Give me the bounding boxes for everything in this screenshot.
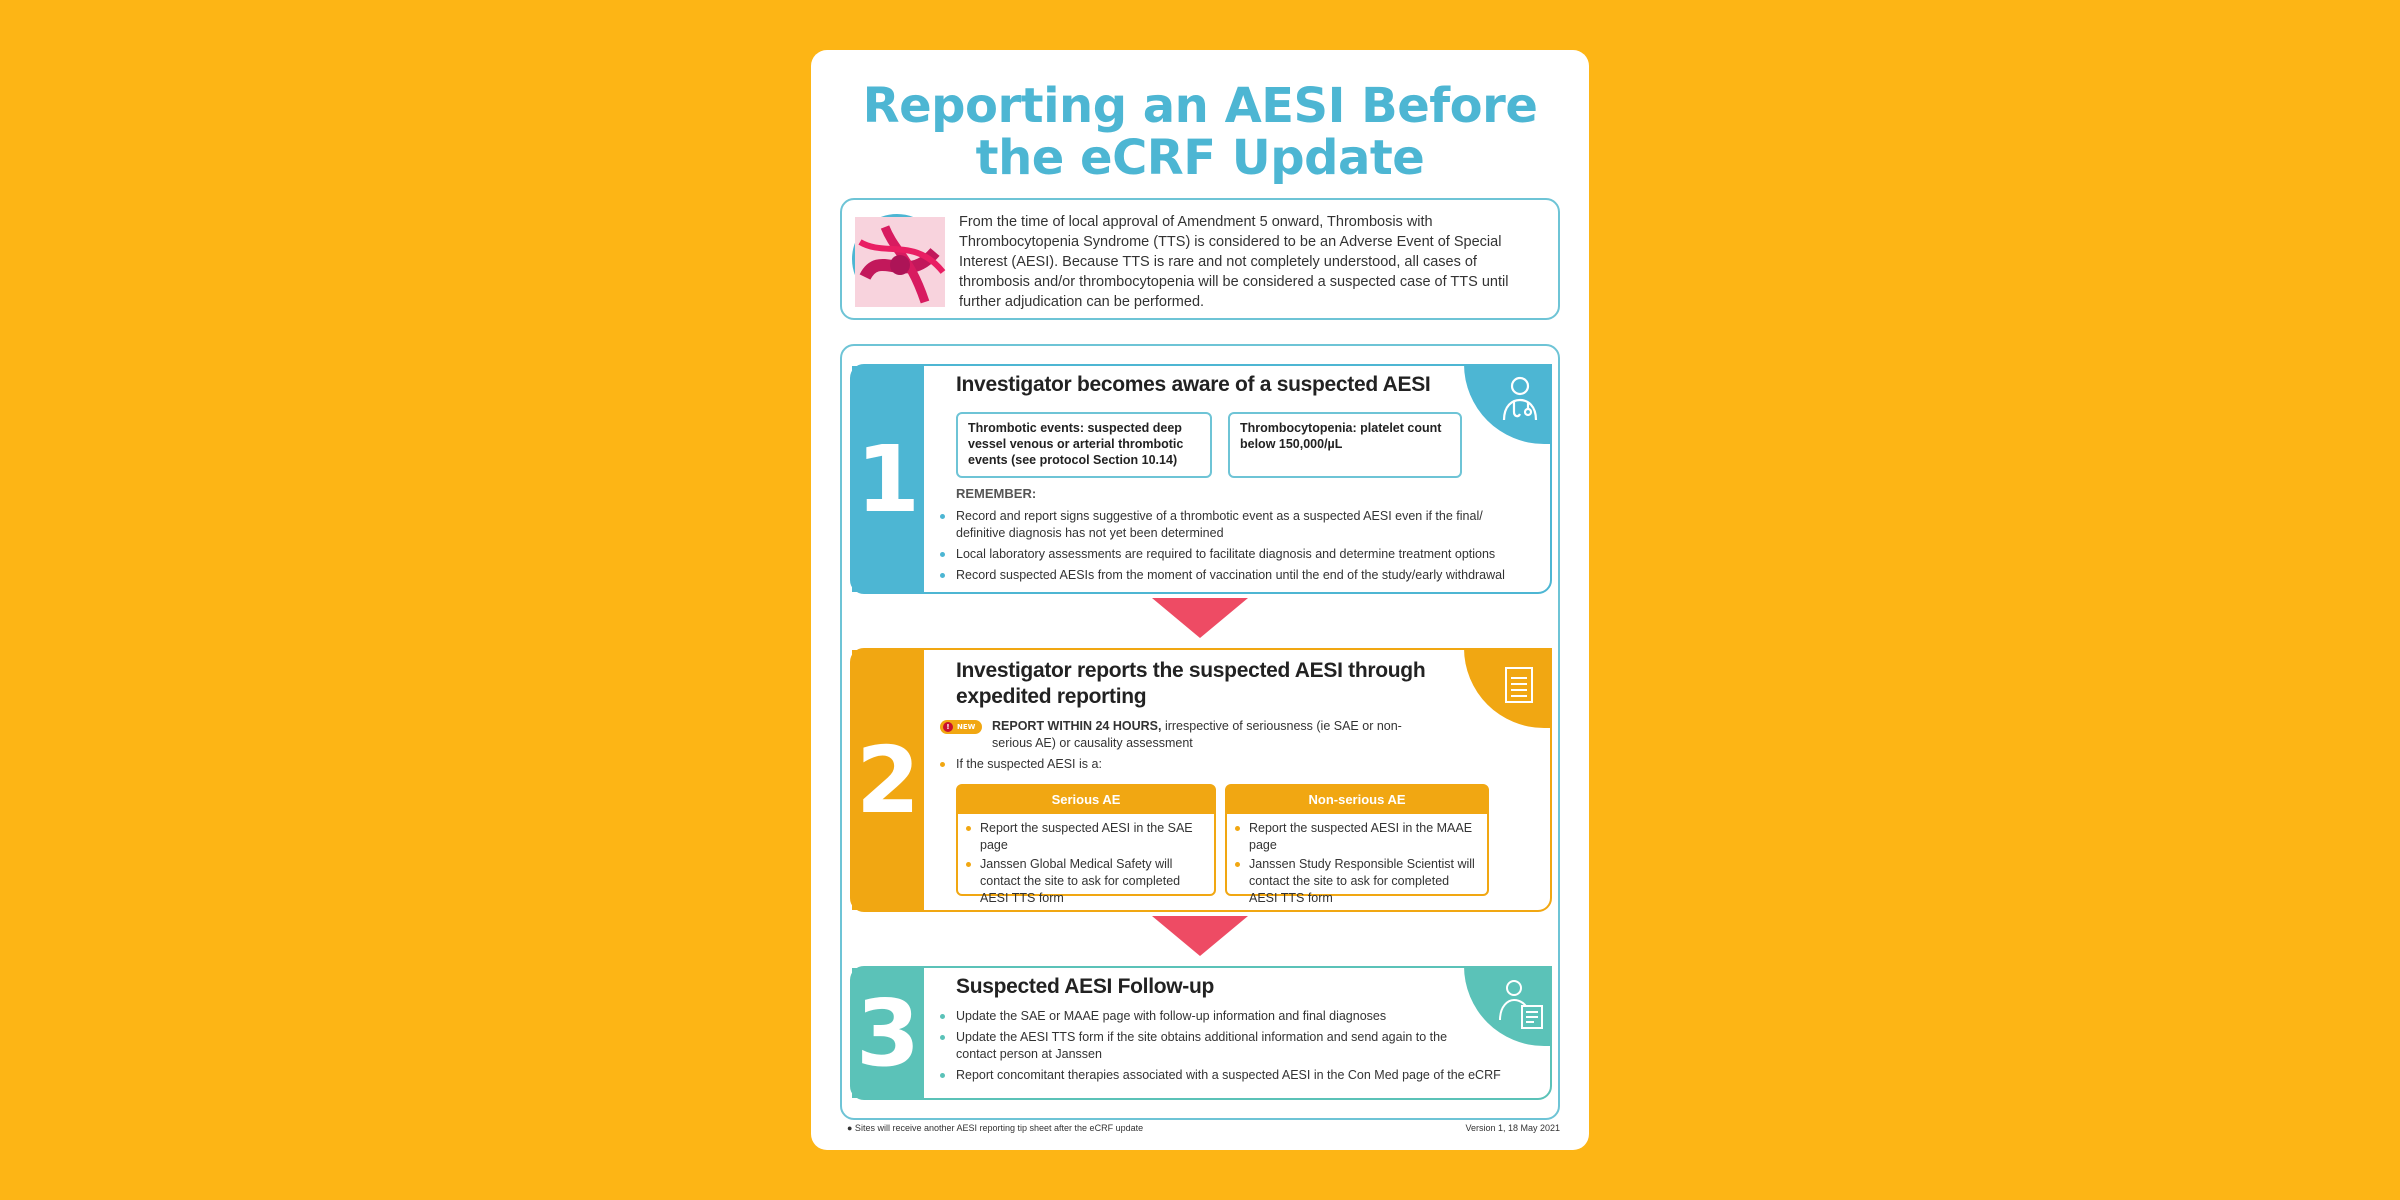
- new-badge: ! NEW: [940, 720, 982, 734]
- list-item: Janssen Study Responsible Scientist will contact the site to ask for completed AESI TTS form: [1227, 856, 1487, 907]
- list-item: Report the suspected AESI in the MAAE page: [1227, 820, 1487, 854]
- step-number: 3: [852, 968, 924, 1098]
- list-item: Record suspected AESIs from the moment of vaccination until the end of the study/early withdrawal: [938, 567, 1538, 584]
- list-item: If the suspected AESI is a:: [938, 756, 1498, 773]
- nonserious-ae-box: [1225, 784, 1489, 905]
- thrombotic-events-box: Thrombotic events: suspected deep vessel venous or arterial thrombotic events (see protocol Section 10.14): [956, 412, 1212, 478]
- thrombocytopenia-box: Thrombocytopenia: platelet count below 150,000/µL: [1228, 412, 1462, 478]
- list-item: Local laboratory assessments are required to facilitate diagnosis and determine treatment options: [938, 546, 1538, 563]
- serious-ae-box: [956, 784, 1216, 905]
- remember-label: REMEMBER:: [956, 486, 1037, 501]
- footer-note: ● Sites will receive another AESI reporting tip sheet after the eCRF update: [847, 1123, 1144, 1133]
- tip-sheet-card: [811, 50, 1589, 1150]
- step-2-title: Investigator reports the suspected AESI through expedited reporting: [956, 659, 1426, 708]
- list-item: Update the AESI TTS form if the site obtains additional information and send again to the contact person at Janssen: [938, 1029, 1478, 1063]
- alert-icon: !: [943, 722, 953, 732]
- step-1: [850, 364, 1552, 594]
- step-1-title: Investigator becomes aware of a suspected AESI: [956, 373, 1431, 396]
- step-2: [850, 648, 1552, 912]
- step-number: 1: [852, 366, 924, 592]
- step-3: [850, 966, 1552, 1100]
- down-arrow-icon: [1152, 598, 1248, 638]
- doctor-icon: [1498, 374, 1542, 424]
- list-item: Update the SAE or MAAE page with follow-up information and final diagnoses: [938, 1008, 1508, 1025]
- list-item: Janssen Global Medical Safety will contact the site to ask for completed AESI TTS form: [958, 856, 1214, 907]
- list-item: Report the suspected AESI in the SAE page: [958, 820, 1214, 854]
- step-number: 2: [852, 650, 924, 910]
- version-label: Version 1, 18 May 2021: [1465, 1123, 1560, 1133]
- report-within-text: REPORT WITHIN 24 HOURS, irrespective of seriousness (ie SAE or non-serious AE) or causality assessment: [992, 719, 1402, 750]
- nonserious-ae-header: Non-serious AE: [1227, 786, 1487, 814]
- intro-text: From the time of local approval of Amendment 5 onward, Thrombosis with Thrombocytopenia Syndrome (TTS) is considered to be an Adverse Event of Special Interest (AESI). Because TTS is rare and not completely understood, all cases of thrombosis and/or thrombocytopenia will be considered a suspected case of TTS until further adjudication can be performed.: [959, 214, 1509, 310]
- list-item: Record and report signs suggestive of a thrombotic event as a suspected AESI even if the final/ definitive diagnosis has not yet been determined: [938, 508, 1498, 542]
- step-1-corner: [1464, 364, 1552, 444]
- document-icon: [1498, 658, 1538, 706]
- step-2-corner: [1464, 648, 1552, 728]
- page-title: Reporting an AESI Before the eCRF Update: [862, 78, 1538, 186]
- down-arrow-icon: [1152, 916, 1248, 956]
- serious-ae-header: Serious AE: [958, 786, 1214, 814]
- list-item: Report concomitant therapies associated with a suspected AESI in the Con Med page of the eCRF: [938, 1067, 1508, 1084]
- intro-box: [840, 198, 1560, 320]
- blood-clot-icon: [852, 214, 942, 304]
- step-3-title: Suspected AESI Follow-up: [956, 975, 1215, 998]
- steps-frame: [840, 344, 1560, 1120]
